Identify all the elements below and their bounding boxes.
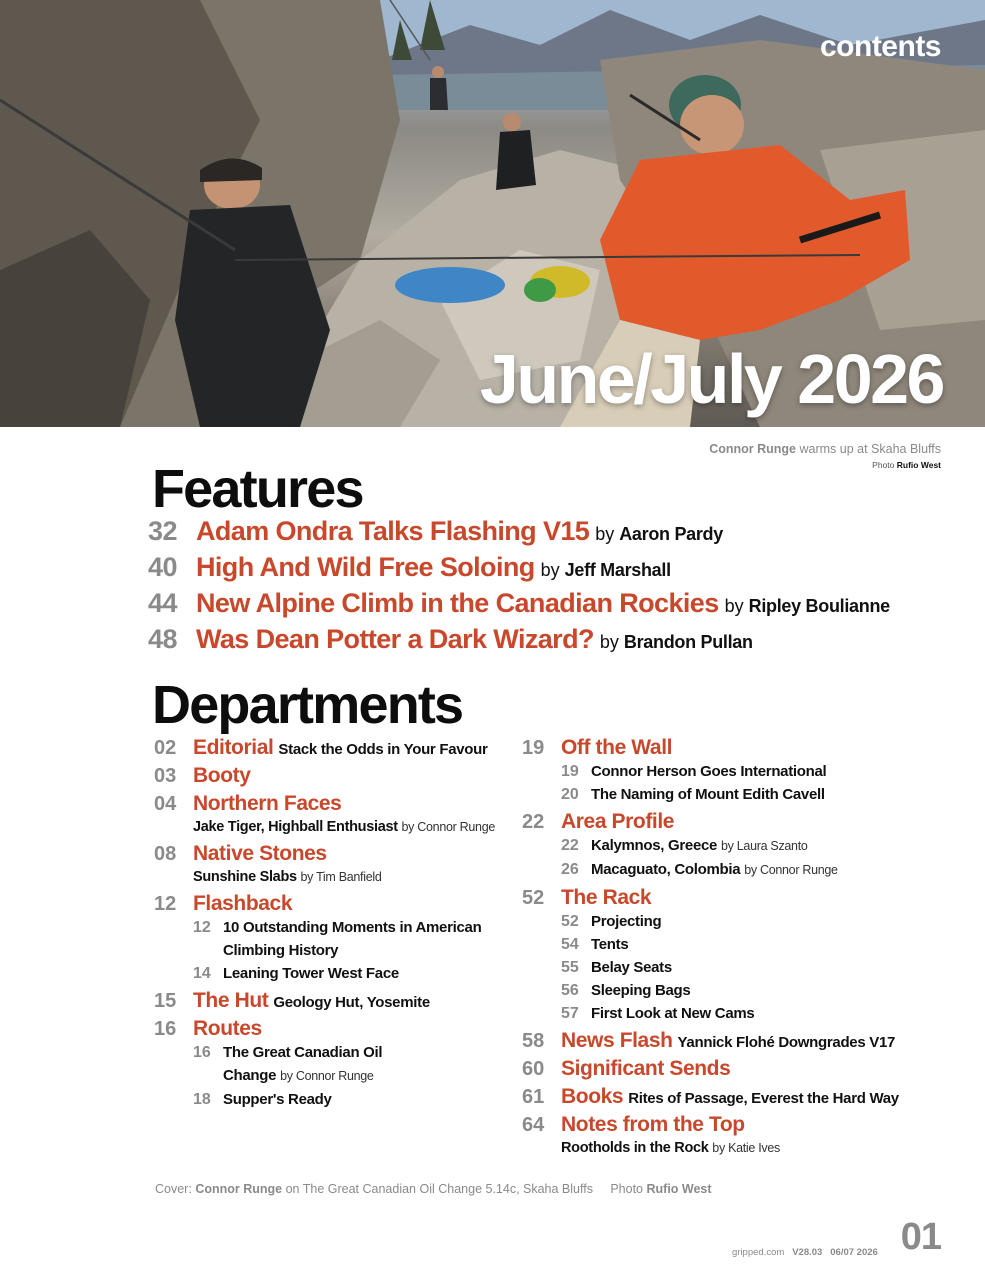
- department-page-number: 58: [522, 1030, 545, 1052]
- department-page-number: 19: [522, 737, 545, 759]
- department-entry: [154, 792, 514, 838]
- department-page-number: 61: [522, 1086, 545, 1108]
- department-entry: [522, 1113, 942, 1159]
- sub-article-text: Tents: [591, 936, 629, 953]
- sub-article-page-number: 22: [561, 837, 579, 854]
- department-page-number: 52: [522, 887, 545, 909]
- sub-article-title: [591, 956, 672, 979]
- footer-volume: V28.03: [792, 1247, 823, 1258]
- features-list: [148, 516, 890, 660]
- department-row[interactable]: [522, 810, 942, 834]
- contents-label: contents: [819, 30, 941, 63]
- department-byline: by Katie Ives: [712, 1141, 780, 1155]
- feature-by: by: [595, 524, 615, 544]
- sub-article-text: Supper's Ready: [223, 1091, 332, 1108]
- department-page-number: 16: [154, 1018, 177, 1040]
- department-title[interactable]: Editorial: [193, 736, 274, 759]
- sub-article-title: [591, 783, 825, 806]
- sub-article-text: Sleeping Bags: [591, 982, 691, 999]
- department-page-number: 08: [154, 843, 177, 865]
- sub-article-text: First Look at New Cams: [591, 1005, 755, 1022]
- footer-site-link[interactable]: gripped.com: [732, 1247, 785, 1258]
- sub-article-page-number: 54: [561, 936, 579, 953]
- department-title[interactable]: Northern Faces: [193, 792, 342, 815]
- department-row[interactable]: [154, 892, 514, 916]
- feature-title[interactable]: Adam Ondra Talks Flashing V15: [196, 516, 590, 546]
- caption-text: warms up at Skaha Bluffs: [799, 442, 941, 456]
- sub-article-title: [591, 979, 690, 1002]
- department-page-number: 03: [154, 765, 177, 787]
- feature-title[interactable]: High And Wild Free Soloing: [196, 552, 535, 582]
- feature-author: Brandon Pullan: [623, 632, 753, 652]
- department-article-line: [154, 866, 514, 888]
- department-article: Geology Hut, Yosemite: [273, 994, 430, 1011]
- department-article: Rootholds in the Rock: [561, 1140, 709, 1156]
- sub-article-text: Macaguato, Colombia: [591, 861, 741, 878]
- page-number: 01: [900, 1216, 941, 1258]
- sub-article-page-number: 20: [561, 786, 579, 803]
- department-title[interactable]: The Hut: [193, 989, 269, 1012]
- sub-article[interactable]: [522, 783, 942, 806]
- department-row[interactable]: [522, 1029, 942, 1053]
- sub-article-title: [591, 933, 628, 956]
- department-row[interactable]: [522, 1085, 942, 1109]
- sub-article-title: [591, 1002, 754, 1025]
- department-page-number: 12: [154, 893, 177, 915]
- department-article-line: [154, 816, 514, 838]
- department-article-line: [522, 1137, 942, 1159]
- feature-title[interactable]: Was Dean Potter a Dark Wizard?: [196, 624, 594, 654]
- department-page-number: 04: [154, 793, 177, 815]
- department-title[interactable]: Booty: [193, 764, 251, 787]
- features-heading: Features: [152, 459, 363, 519]
- department-title[interactable]: News Flash: [561, 1029, 673, 1052]
- sub-article-page-number: 52: [561, 913, 579, 930]
- sub-article-page-number: 18: [193, 1091, 211, 1108]
- sub-article-title: [591, 834, 808, 858]
- sub-article-title: [591, 760, 826, 783]
- feature-item[interactable]: [148, 624, 890, 660]
- sub-article-title: [223, 1041, 382, 1088]
- sub-article[interactable]: [522, 834, 942, 858]
- sub-article-page-number: 57: [561, 1005, 579, 1022]
- feature-page-number: 32: [148, 516, 178, 546]
- feature-by: by: [724, 596, 744, 616]
- sub-article-page-number: 56: [561, 982, 579, 999]
- footer-date: 06/07 2026: [830, 1247, 878, 1258]
- feature-by: by: [540, 560, 560, 580]
- sub-article-title: [223, 916, 481, 962]
- department-title[interactable]: Routes: [193, 1017, 262, 1040]
- sub-article-title: [591, 858, 838, 882]
- footer-info: [732, 1247, 878, 1258]
- department-title[interactable]: Area Profile: [561, 810, 675, 833]
- sub-article-page-number: 19: [561, 763, 579, 780]
- department-row[interactable]: [154, 792, 514, 816]
- department-byline: by Connor Runge: [401, 820, 495, 834]
- sub-article[interactable]: [522, 760, 942, 783]
- cover-route: on The Great Canadian Oil Change 5.14c, Skaha Bluffs: [285, 1182, 593, 1196]
- hero-photo: [0, 0, 985, 427]
- feature-author: Ripley Boulianne: [748, 596, 890, 616]
- departments-left-column: [154, 736, 514, 1115]
- department-entry: [154, 892, 514, 985]
- sub-article-title: [591, 910, 661, 933]
- sub-article-page-number: 26: [561, 861, 579, 878]
- department-row[interactable]: [154, 1017, 514, 1041]
- feature-page-number: 44: [148, 588, 178, 618]
- sub-article-text: The Naming of Mount Edith Cavell: [591, 786, 825, 803]
- department-entry: [522, 810, 942, 882]
- department-article: Stack the Odds in Your Favour: [278, 741, 488, 758]
- feature-by: by: [599, 632, 619, 652]
- department-title[interactable]: Off the Wall: [561, 736, 673, 759]
- photo-credit-prefix: Photo: [872, 460, 895, 470]
- department-row[interactable]: [154, 842, 514, 866]
- cover-prefix: Cover:: [155, 1182, 192, 1196]
- sub-article-title: [223, 962, 399, 985]
- feature-page-number: 48: [148, 624, 178, 654]
- sub-article-text: Projecting: [591, 913, 662, 930]
- department-title[interactable]: The Rack: [561, 886, 652, 909]
- feature-item[interactable]: [148, 552, 890, 588]
- sub-article[interactable]: [522, 910, 942, 933]
- department-page-number: 22: [522, 811, 545, 833]
- department-row[interactable]: [154, 764, 514, 788]
- department-page-number: 02: [154, 737, 177, 759]
- sub-article-text-cont: Change: [223, 1067, 277, 1084]
- sub-article[interactable]: [154, 1041, 514, 1088]
- department-entry: [522, 1057, 942, 1081]
- sub-article-text-cont: Climbing History: [223, 942, 339, 959]
- feature-item[interactable]: [148, 588, 890, 624]
- department-article: Yannick Flohé Downgrades V17: [677, 1034, 896, 1051]
- cover-photo-prefix: Photo: [610, 1182, 644, 1196]
- department-row[interactable]: [154, 989, 514, 1013]
- department-row[interactable]: [522, 736, 942, 760]
- sub-article[interactable]: [154, 916, 514, 962]
- caption-subject: Connor Runge: [709, 442, 796, 456]
- feature-page-number: 40: [148, 552, 178, 582]
- sub-article-page-number: 14: [193, 965, 211, 982]
- departments-heading: Departments: [152, 675, 463, 735]
- cover-credit: [155, 1182, 712, 1196]
- department-entry: [154, 1017, 514, 1111]
- sub-article[interactable]: [522, 933, 942, 956]
- sub-article[interactable]: [154, 962, 514, 985]
- department-article: Sunshine Slabs: [193, 869, 297, 885]
- department-row[interactable]: [522, 886, 942, 910]
- department-page-number: 15: [154, 990, 177, 1012]
- sub-article-text: Connor Herson Goes International: [591, 763, 827, 780]
- sub-article-byline: by Laura Szanto: [720, 839, 808, 853]
- sub-article-text: The Great Canadian Oil: [223, 1044, 383, 1061]
- photo-credit: [872, 460, 941, 470]
- cover-photographer: Rufio West: [646, 1182, 712, 1196]
- department-article: Jake Tiger, Highball Enthusiast: [193, 819, 398, 835]
- sub-article[interactable]: [154, 1088, 514, 1111]
- feature-title[interactable]: New Alpine Climb in the Canadian Rockies: [196, 588, 719, 618]
- sub-article-byline: by Connor Runge: [744, 863, 838, 877]
- sub-article-byline: by Connor Runge: [280, 1069, 374, 1083]
- department-entry: [154, 989, 514, 1013]
- department-row[interactable]: [154, 736, 514, 760]
- photo-caption: [709, 442, 941, 456]
- sub-article-text: Leaning Tower West Face: [223, 965, 399, 982]
- sub-article-page-number: 12: [193, 919, 211, 936]
- department-entry: [154, 842, 514, 888]
- department-entry: [522, 1029, 942, 1053]
- sub-article-page-number: 16: [193, 1044, 211, 1061]
- cover-climber: Connor Runge: [195, 1182, 283, 1196]
- department-entry: [522, 736, 942, 806]
- feature-item[interactable]: [148, 516, 890, 552]
- department-entry: [154, 736, 514, 760]
- department-page-number: 60: [522, 1058, 545, 1080]
- feature-author: Aaron Pardy: [619, 524, 723, 544]
- sub-article-text: Kalymnos, Greece: [591, 837, 718, 854]
- sub-article-page-number: 55: [561, 959, 579, 976]
- sub-article[interactable]: [522, 956, 942, 979]
- department-byline: by Tim Banfield: [300, 870, 382, 884]
- photographer-name: Rufio West: [896, 460, 941, 470]
- department-page-number: 64: [522, 1114, 545, 1136]
- sub-article-text: Belay Seats: [591, 959, 672, 976]
- sub-article-text: 10 Outstanding Moments in American: [223, 919, 482, 936]
- department-title[interactable]: Books: [561, 1085, 624, 1108]
- department-row[interactable]: [522, 1113, 942, 1137]
- department-title[interactable]: Notes from the Top: [561, 1113, 745, 1136]
- department-entry: [522, 1085, 942, 1109]
- department-title[interactable]: Native Stones: [193, 842, 327, 865]
- sub-article[interactable]: [522, 1002, 942, 1025]
- sub-article[interactable]: [522, 858, 942, 882]
- department-title[interactable]: Flashback: [193, 892, 293, 915]
- feature-author: Jeff Marshall: [564, 560, 671, 580]
- issue-date-title: June/July 2026: [479, 340, 943, 418]
- department-entry: [154, 764, 514, 788]
- department-row[interactable]: [522, 1057, 942, 1081]
- sub-article[interactable]: [522, 979, 942, 1002]
- department-entry: [522, 886, 942, 1025]
- department-title[interactable]: Significant Sends: [561, 1057, 731, 1080]
- departments-right-column: [522, 736, 942, 1163]
- department-article: Rites of Passage, Everest the Hard Way: [628, 1090, 899, 1107]
- sub-article-title: [223, 1088, 332, 1111]
